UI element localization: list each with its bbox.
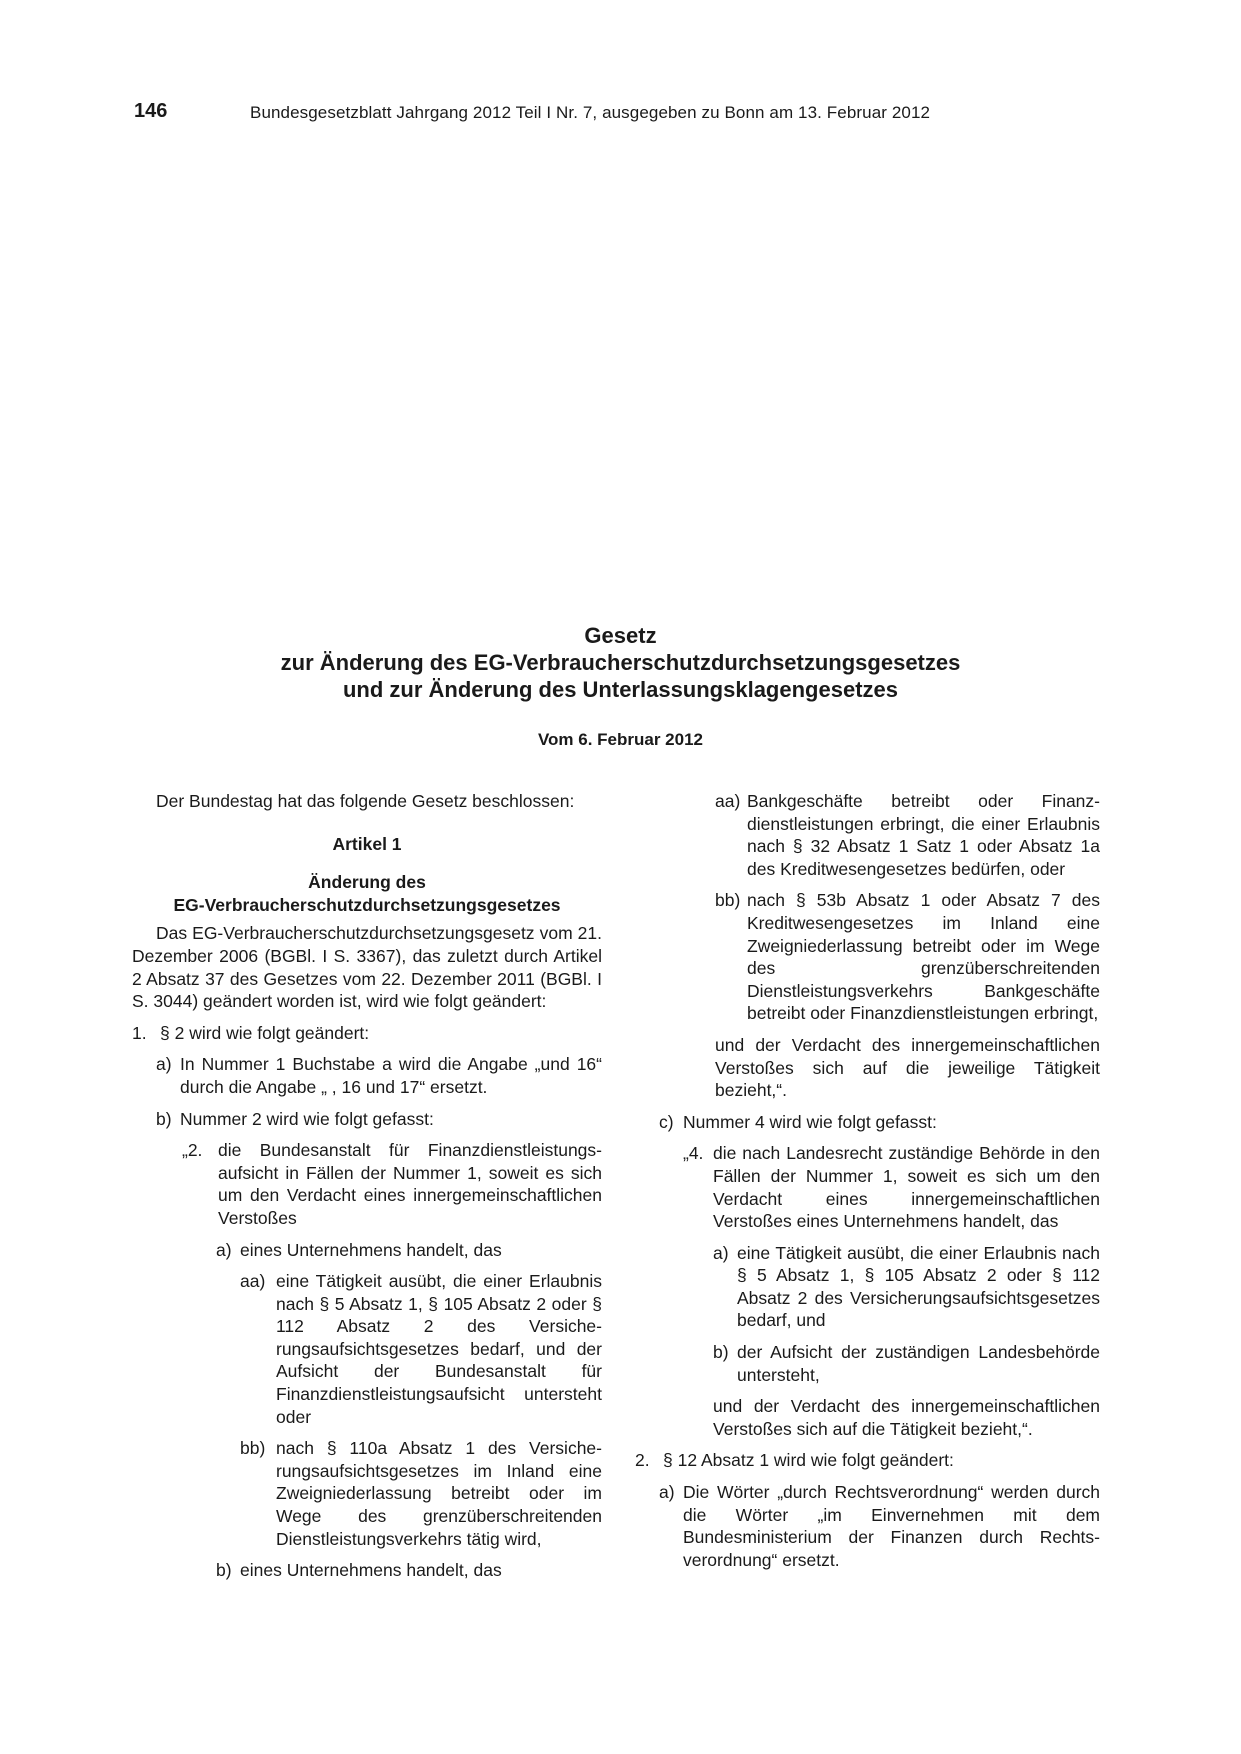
page-number: 146	[134, 100, 168, 122]
article-number: Artikel 1	[332, 833, 402, 854]
item-text: nach § 53b Absatz 1 oder Absatz 7 des Kreditwesengesetzes im Inland eine Zweigniederlassung betreibt oder im Wege des grenzüberschreitenden Dienstleistungsverkehrs Bankgeschäfte betreibt oder Finanzdienstleistungen erbringt,	[747, 890, 1100, 1024]
item-text: der Aufsicht der zuständigen Landesbehörde untersteht,	[737, 1342, 1100, 1385]
list-item	[182, 1139, 602, 1229]
item-label: a)	[156, 1054, 172, 1075]
item-label: „2.	[182, 1140, 203, 1161]
list-item	[216, 1239, 602, 1262]
item-label: 1.	[132, 1022, 147, 1043]
item-label: a)	[659, 1482, 675, 1503]
title-line-1: Gesetz	[584, 623, 657, 648]
law-title-block	[0, 622, 1241, 751]
title-line-3: und zur Änderung des Unterlassungsklagengesetzes	[342, 677, 898, 702]
list-item	[659, 1111, 1100, 1134]
item-text: Nummer 4 wird wie folgt gefasst:	[683, 1111, 937, 1132]
item-text: die nach Landesrecht zuständige Behörde in den Fällen der Nummer 1, soweit es sich um den Verdacht eines innergemeinschaftlichen Verstoßes eines Unternehmens handelt, das	[713, 1143, 1100, 1232]
item-label: bb)	[240, 1438, 266, 1459]
article-title-line-2: EG-Verbraucherschutzdurchsetzungsgesetzes	[173, 894, 561, 915]
item-label: b)	[216, 1560, 232, 1581]
item-label: b)	[713, 1342, 729, 1363]
article-title-line-1: Änderung des	[308, 872, 426, 893]
item-text: Bankgeschäfte betreibt oder Finanzdienstleistungen erbringt, die einer Erlaubnis nach § 32 Absatz 1 Satz 1 oder Absatz 1a des Kreditwesengesetzes bedürfen, oder	[747, 791, 1100, 879]
item-text: eines Unternehmens handelt, das	[240, 1560, 502, 1581]
list-item	[659, 1481, 1100, 1571]
list-item	[715, 889, 1100, 1025]
running-header: Bundesgesetzblatt Jahrgang 2012 Teil I Nr. 7, ausgegeben zu Bonn am 13. Februar 2012	[250, 103, 931, 122]
item-label: aa)	[240, 1271, 266, 1292]
list-item	[713, 1341, 1100, 1386]
item-text: eines Unternehmens handelt, das	[240, 1239, 502, 1260]
item-text: Nummer 2 wird wie folgt gefasst:	[180, 1108, 434, 1129]
item-label: a)	[216, 1239, 232, 1260]
list-item	[156, 1108, 602, 1131]
list-item	[132, 1022, 602, 1045]
item-text: In Nummer 1 Buchstabe a wird die Angabe „und 16“ durch die Angabe „ , 16 und 17“ ersetzt.	[180, 1054, 602, 1097]
item-text: § 12 Absatz 1 wird wie folgt geändert:	[663, 1450, 954, 1471]
law-date: Vom 6. Februar 2012	[537, 730, 704, 749]
title-line-2: zur Änderung des EG-Verbraucherschutzdurchsetzungsgesetzes	[280, 650, 961, 675]
list-item	[715, 790, 1100, 880]
item-label: c)	[659, 1111, 674, 1132]
left-column	[132, 790, 602, 1582]
item-text: nach § 110a Absatz 1 des Versicherungsaufsichtsgesetzes im Inland eine Zweigniederlassung betreibt oder im Wege des grenzüberschreitenden Dienstleistungsverkehrs tätig wird,	[276, 1438, 602, 1549]
item-text: die Bundesanstalt für Finanzdienstleistungsaufsicht in Fällen der Nummer 1, soweit es sich um den Verdacht eines innergemeinschaftlichen Verstoßes	[218, 1140, 602, 1228]
list-item	[156, 1053, 602, 1098]
item-label: b)	[156, 1108, 172, 1129]
preamble-paragraph: Das EG-Verbraucherschutzdurchsetzungsgesetz vom 21. Dezember 2006 (BGBl. I S. 3367), das zuletzt durch Artikel 2 Absatz 37 des Gesetzes vom 22. Dezember 2011 (BGBl. I S. 3044) geändert worden ist, wird wie folgt geändert:	[132, 923, 602, 1012]
list-item	[240, 1437, 602, 1550]
item-text: Die Wörter „durch Rechtsverordnung“ werden durch die Wörter „im Einvernehmen mit dem Bundesministerium der Finanzen durch Rechtsverordnung“ ersetzt.	[683, 1482, 1100, 1570]
list-item	[216, 1559, 602, 1582]
right-column	[635, 790, 1100, 1571]
item-text: eine Tätigkeit ausübt, die einer Erlaubnis nach § 5 Absatz 1, § 105 Absatz 2 oder § 112 Absatz 2 des Versicherungsaufsichtsgesetzes bedarf, und	[737, 1242, 1100, 1331]
list-item	[635, 1449, 1100, 1472]
item-label: „4.	[683, 1143, 704, 1164]
item-label: bb)	[715, 890, 741, 911]
item-label: a)	[713, 1242, 729, 1263]
item-label: aa)	[715, 791, 741, 811]
item-label: 2.	[635, 1450, 650, 1471]
item-text: § 2 wird wie folgt geändert:	[160, 1022, 370, 1043]
item-text: eine Tätigkeit ausübt, die einer Erlaubnis nach § 5 Absatz 1, § 105 Absatz 2 oder § 112 Absatz 2 des Versicherungsaufsichtsgesetzes bedarf, und der Aufsicht der Bundesanstalt für Finanzdienstleistungsaufsicht untersteht oder	[276, 1271, 602, 1427]
continuation-paragraph: und der Verdacht des innergemeinschaftlichen Verstoßes sich auf die Tätigkeit bezieht,“.	[713, 1396, 1100, 1439]
list-item	[683, 1142, 1100, 1232]
list-item	[240, 1270, 602, 1428]
list-item	[713, 1242, 1100, 1332]
intro-paragraph: Der Bundestag hat das folgende Gesetz beschlossen:	[156, 791, 575, 811]
continuation-paragraph: und der Verdacht des innergemeinschaftlichen Verstoßes sich auf die jeweilige Tätigkeit bezieht,“.	[715, 1034, 1100, 1101]
